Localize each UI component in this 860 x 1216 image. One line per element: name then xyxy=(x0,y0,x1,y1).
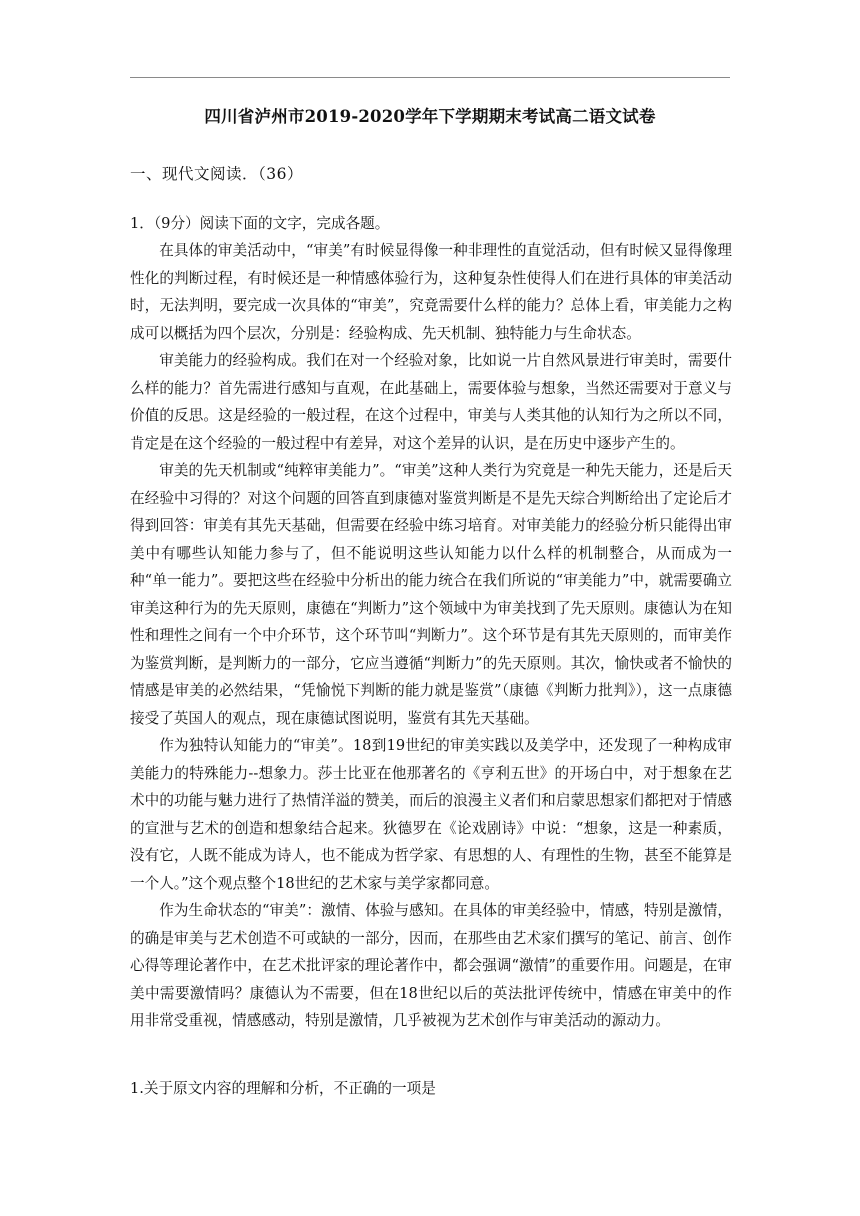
reading-passage xyxy=(130,237,732,1035)
document-title: 四川省泸州市2019-2020学年下学期期末考试高二语文试卷 xyxy=(204,107,656,126)
passage-paragraph: 审美的先天机制或“纯粹审美能力”。“审美”这种人类行为究竟是一种先天能力，还是后天在经验中习得的？对这个问题的回答直到康德对鉴赏判断是不是先天综合判断给出了定论后才得到回答：审美有其先天基础，但需要在经验中练习培育。对审美能力的经验分析只能得出审美中有哪些认知能力参与了，但不能说明这些认知能力以什么样的机制整合，从而成为一种“单一能力”。要把这些在经验中分析出的能力统合在我们所说的“审美能力”中，就需要确立审美这种行为的先天原则，康德在“判断力”这个领域中为审美找到了先天原则。康德认为在知性和理性之间有一个中介环节，这个环节叫“判断力”。这个环节是有其先天原则的，而审美作为鉴赏判断，是判断力的一部分，它应当遵循“判断力”的先天原则。其次，愉快或者不愉快的情感是审美的必然结果，“凭愉悦下判断的能力就是鉴赏”（康德《判断力批判》），这一点康德接受了英国人的观点，现在康德试图说明，鉴赏有其先天基础。 xyxy=(130,462,732,727)
passage-paragraph: 审美能力的经验构成。我们在对一个经验对象，比如说一片自然风景进行审美时，需要什么样的能力？首先需进行感知与直观，在此基础上，需要体验与想象，当然还需要对于意义与价值的反思。这是经验的一般过程，在这个过程中，审美与人类其他的认知行为之所以不同，肯定是在这个经验的一般过程中有差异，对这个差异的认识，是在历史中逐步产生的。 xyxy=(130,352,732,452)
question-1-stem: 1.关于原文内容的理解和分析，不正确的一项是 xyxy=(130,1080,436,1097)
passage-paragraph: 作为独特认知能力的“审美”。18到19世纪的审美实践以及美学中，还发现了一种构成审美能力的特殊能力--想象力。莎士比亚在他那著名的《亨利五世》的开场白中，对于想象在艺术中的功能与魅力进行了热情洋溢的赞美，而后的浪漫主义者们和启蒙思想家们都把对于情感的宣泄与艺术的创造和想象结合起来。狄德罗在《论戏剧诗》中说：“想象，这是一种素质，没有它，人既不能成为诗人，也不能成为哲学家、有思想的人、有理性的生物，甚至不能算是一个人。”这个观点整个18世纪的艺术家与美学家都同意。 xyxy=(130,737,732,892)
section-heading: 一、现代文阅读．（36） xyxy=(130,165,303,183)
question-intro: 1．（9分）阅读下面的文字，完成各题。 xyxy=(130,215,390,232)
passage-paragraph: 在具体的审美活动中，“审美”有时候显得像一种非理性的直觉活动，但有时候又显得像理性化的判断过程，有时候还是一种情感体验行为，这种复杂性使得人们在进行具体的审美活动时，无法判明，要完成一次具体的“审美”，究竟需要什么样的能力？总体上看，审美能力之构成可以概括为四个层次，分别是：经验构成、先天机制、独特能力与生命状态。 xyxy=(130,242,732,342)
passage-paragraph: 作为生命状态的“审美”：激情、体验与感知。在具体的审美经验中，情感，特别是激情，的确是审美与艺术创造不可或缺的一部分，因而，在那些由艺术家们撰写的笔记、前言、创作心得等理论著作中，在艺术批评家的理论著作中，都会强调“激情”的重要作用。问题是，在审美中需要激情吗？康德认为不需要，但在18世纪以后的英法批评传统中，情感在审美中的作用非常受重视，情感感动，特别是激情，几乎被视为艺术创作与审美活动的源动力。 xyxy=(130,902,732,1029)
header-rule xyxy=(130,77,730,78)
